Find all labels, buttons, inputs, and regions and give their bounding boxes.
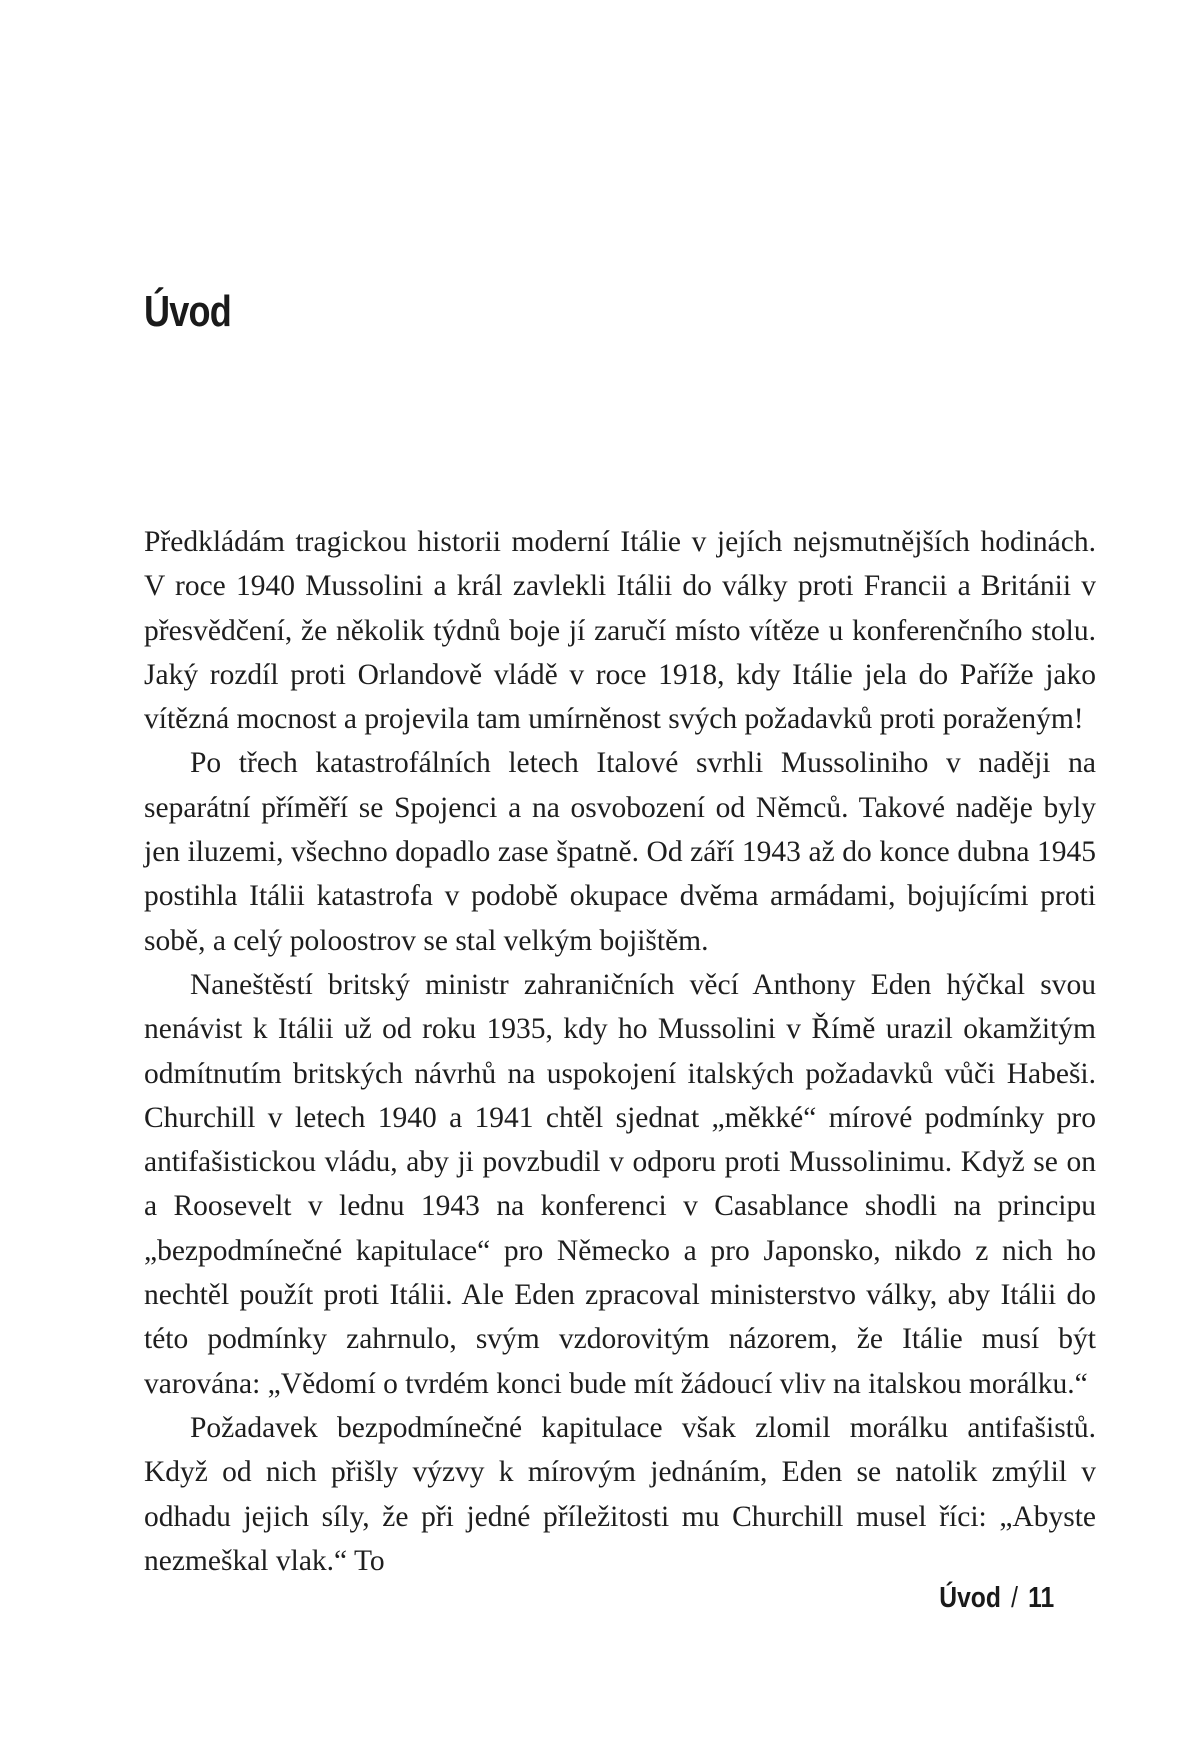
running-head: Úvod (939, 1582, 1001, 1614)
paragraph: Předkládám tragickou historii moderní Itálie v jejích nejsmutnějších hodinách. V roce 1940 Mussolini a král zavlekli Itálii do války proti Francii a Británii v přesvědčení, že několik týdnů boje jí zaručí místo vítěze u konferenčního stolu. Jaký rozdíl proti Orlandově vládě v roce 1918, kdy Itálie jela do Paříže jako vítězná mocnost a projevila tam umírněnost svých požadavků proti poraženým! (144, 526, 1096, 736)
page-number: 11 (1027, 1582, 1054, 1614)
paragraph: Po třech katastrofálních letech Italové svrhli Mussoliniho v naději na separátní příměří se Spojenci a na osvobození od Němců. Takové naděje byly jen iluzemi, všechno dopadlo zase špatně. Od září 1943 až do konce dubna 1945 postihla Itálii katastrofa v podobě okupace dvěma armádami, bojujícími proti sobě, a celý poloostrov se stal velkým bojištěm. (144, 747, 1096, 957)
paragraph: Naneštěstí britský ministr zahraničních věcí Anthony Eden hýčkal svou nenávist k Itálii už od roku 1935, kdy ho Mussolini v Římě urazil okamžitým odmítnutím britských návrhů na uspokojení italských požadavků vůči Habeši. Churchill v letech 1940 a 1941 chtěl sjednat „měkké“ mírové podmínky pro antifašistickou vládu, aby ji povzbudil v odporu proti Mussolinimu. Když se on a Roosevelt v lednu 1943 na konferenci v Casablance shodli na principu „bezpodmínečné kapitulace“ pro Německo a pro Japonsko, nikdo z nich ho nechtěl použít proti Itálii. Ale Eden zpracoval ministerstvo války, aby Itálii do této podmínky zahrnulo, svým vzdorovitým názorem, že Itálie musí být varována: „Vědomí o tvrdém konci bude mít žádoucí vliv na italskou morálku.“ (144, 968, 1096, 1400)
footer-separator: / (1010, 1582, 1018, 1614)
chapter-title: Úvod (144, 287, 231, 336)
page-footer (939, 1578, 1054, 1618)
body-text (144, 520, 1096, 1583)
paragraph: Požadavek bezpodmínečné kapitulace však zlomil morálku antifašistů. Když od nich přišly výzvy k mírovým jednáním, Eden se natolik zmýlil v odhadu jejich síly, že při jedné příležitosti mu Churchill musel říci: „Abyste nezmeškal vlak.“ To (144, 1411, 1096, 1577)
